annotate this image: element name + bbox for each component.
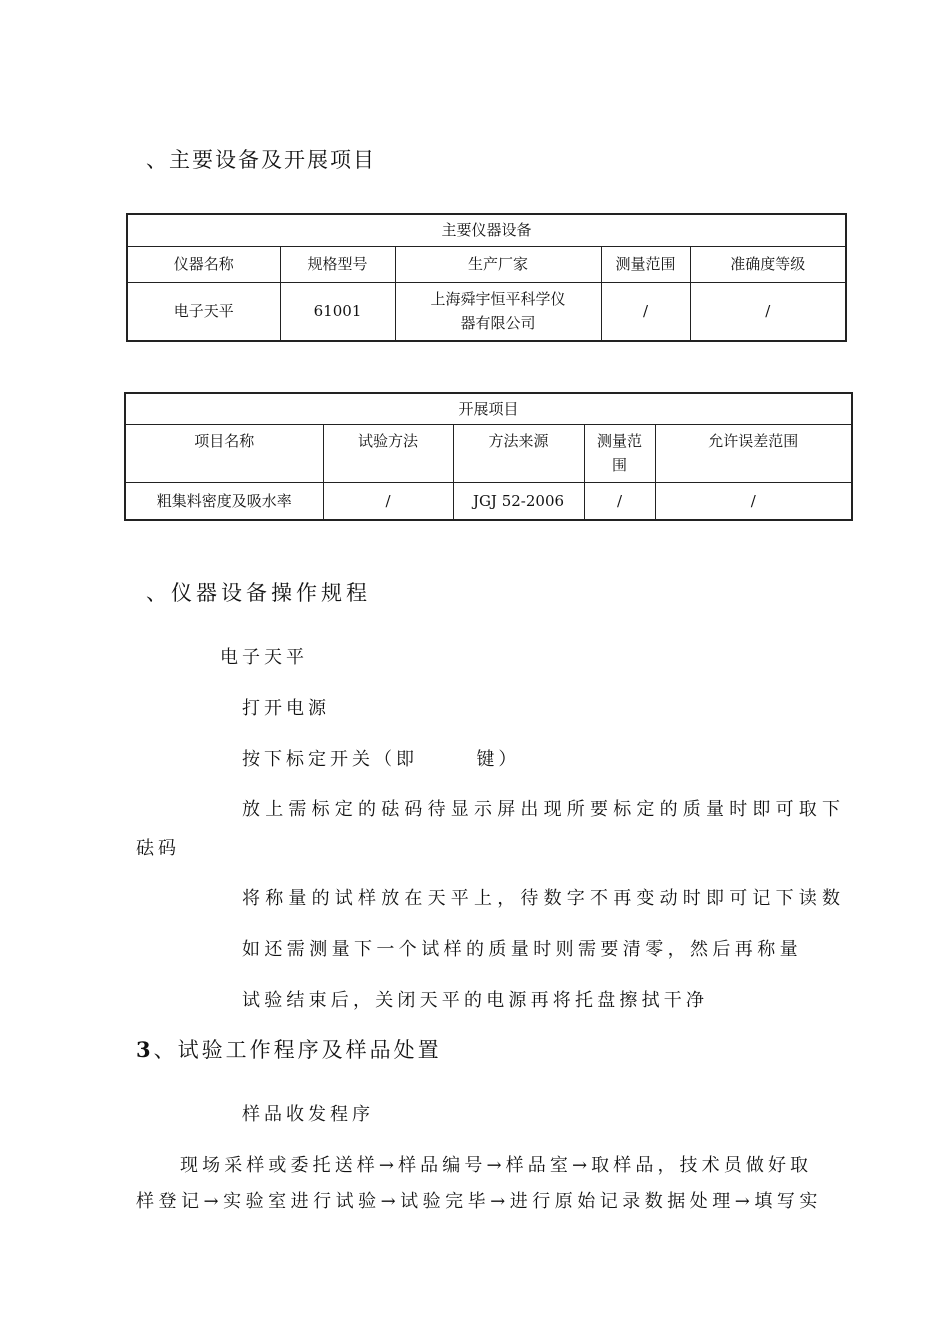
section3-subtitle: 样品收发程序 — [242, 1104, 374, 1125]
step-weigh-sample: 将称量的试样放在天平上，待数字不再变动时即可记下读数 — [242, 888, 846, 909]
project-header-range-line2: 围 — [611, 455, 627, 474]
step-place-weight: 放上需标定的砝码待显示屏出现所要标定的质量时即可取下 — [242, 799, 846, 820]
project-header-source: 方法来源 — [453, 424, 584, 482]
device-name: 电子天平 — [220, 647, 308, 668]
project-header-tolerance: 允许误差范围 — [655, 424, 852, 482]
section3-title-text: 、试验工作程序及样品处置 — [153, 1038, 442, 1062]
step-power-on: 打开电源 — [242, 698, 330, 719]
equipment-header-model: 规格型号 — [280, 246, 395, 282]
equipment-table — [126, 213, 847, 342]
project-header-name: 项目名称 — [125, 424, 323, 482]
step-zero: 如还需测量下一个试样的质量时则需要清零，然后再称量 — [242, 939, 802, 960]
equipment-maker-line2: 器有限公司 — [460, 314, 536, 333]
equipment-cell-maker — [395, 282, 601, 341]
equipment-header-maker: 生产厂家 — [395, 246, 601, 282]
section2-title: 、仪器设备操作规程 — [146, 581, 371, 605]
project-header-method: 试验方法 — [323, 424, 453, 482]
project-cell-method: / — [323, 482, 453, 520]
project-cell-range: / — [584, 482, 655, 520]
equipment-table-caption: 主要仪器设备 — [127, 214, 846, 246]
equipment-maker-line1: 上海舜宇恒平科学仪 — [430, 290, 566, 309]
section3-number: 3 — [136, 1037, 154, 1062]
section3-title — [136, 1034, 442, 1064]
project-cell-source: JGJ 52-2006 — [453, 482, 584, 520]
section3-para-line1: 现场采样或委托送样→样品编号→样品室→取样品，技术员做好取 — [180, 1155, 813, 1176]
equipment-cell-model: 61001 — [280, 282, 395, 341]
equipment-header-name: 仪器名称 — [127, 246, 280, 282]
equipment-cell-range: / — [601, 282, 690, 341]
section3-para-line2: 样登记→实验室进行试验→试验完毕→进行原始记录数据处理→填写实 — [136, 1191, 822, 1212]
project-table-caption: 开展项目 — [125, 393, 852, 424]
equipment-cell-grade: / — [690, 282, 846, 341]
step-place-weight-cont: 砝码 — [136, 838, 180, 859]
project-cell-tolerance: / — [655, 482, 852, 520]
project-cell-name: 粗集料密度及吸水率 — [125, 482, 323, 520]
project-header-range-line1: 测量范 — [596, 431, 642, 450]
step-finish: 试验结束后，关闭天平的电源再将托盘擦拭干净 — [242, 990, 709, 1011]
equipment-cell-name: 电子天平 — [127, 282, 280, 341]
step-calibrate-key: 按下标定开关（即 键） — [242, 749, 521, 770]
equipment-header-range: 测量范围 — [601, 246, 690, 282]
equipment-header-grade: 准确度等级 — [690, 246, 846, 282]
section1-title: 、主要设备及开展项目 — [146, 148, 376, 172]
project-header-range — [584, 424, 655, 482]
project-table — [124, 392, 853, 521]
